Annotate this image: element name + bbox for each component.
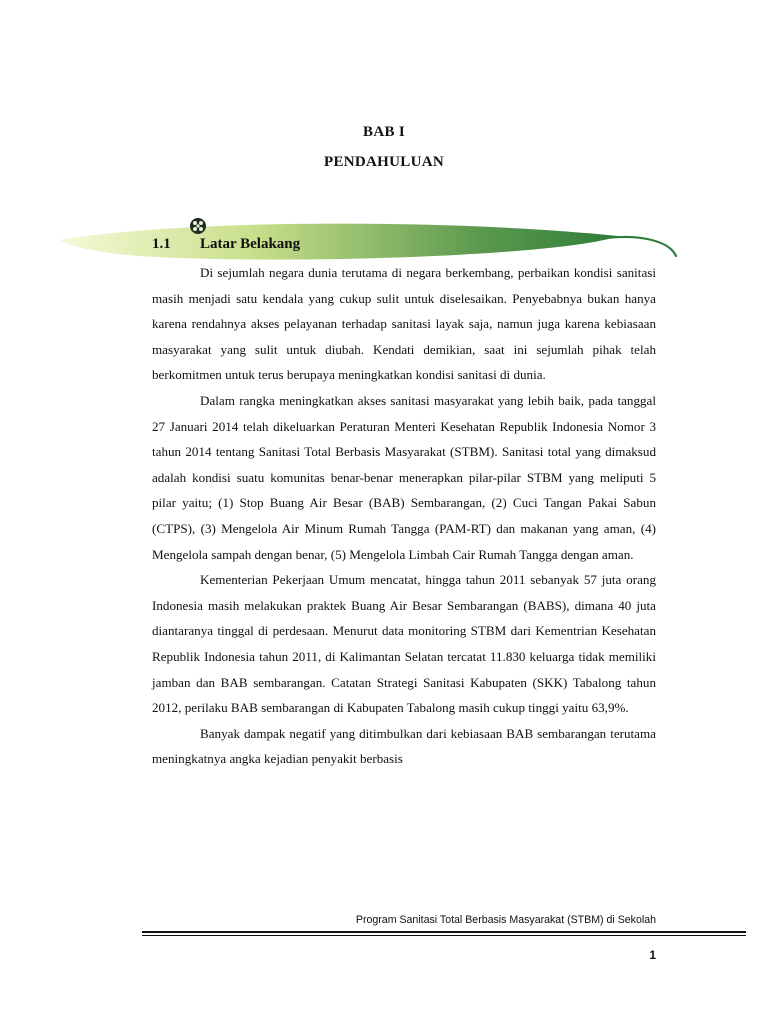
footer-divider-thin bbox=[142, 935, 746, 936]
paragraph: Dalam rangka meningkatkan akses sanitasi masyarakat yang lebih baik, pada tanggal 27 Januari 2014 telah dikeluarkan Peraturan Menteri Kesehatan Republik Indonesia Nomor 3 tahun 2014 tentang Sanitasi Total Berbasis Masyarakat (STBM). Sanitasi total yang dimaksud adalah kondisi suatu komunitas benar-benar menerapkan pilar-pilar STBM yang meliputi 5 pilar yaitu; (1) Stop Buang Air Besar (BAB) Sembarangan, (2) Cuci Tangan Pakai Sabun (CTPS), (3) Mengelola Air Minum Rumah Tangga (PAM-RT) dan makanan yang aman, (4) Mengelola sampah dengan benar, (5) Mengelola Limbah Cair Rumah Tangga dengan aman. bbox=[152, 392, 656, 562]
footer-title: Program Sanitasi Total Berbasis Masyarakat (STBM) di Sekolah bbox=[355, 914, 656, 926]
body-text bbox=[152, 260, 656, 772]
paragraph: Kementerian Pekerjaan Umum mencatat, hingga tahun 2011 sebanyak 57 juta orang Indonesia masih melakukan praktek Buang Air Besar Sembarangan (BABS), dimana 40 juta diantaranya tinggal di perdesaan. Menurut data monitoring STBM dari Kementrian Kesehatan Republik Indonesia tahun 2011, di Kalimantan Selatan tercatat 11.830 keluarga tidak memiliki jamban dan BAB sembarangan. Catatan Strategi Sanitasi Kabupaten (SKK) Tabalong tahun 2012, perilaku BAB sembarangan di Kabupaten Tabalong masih cukup tinggi yaitu 63,9%. bbox=[152, 572, 656, 716]
leaf-shape bbox=[60, 224, 618, 260]
flower-icon bbox=[190, 218, 206, 234]
footer-divider bbox=[142, 931, 746, 933]
section-number: 1.1 bbox=[152, 236, 171, 252]
section-title: Latar Belakang bbox=[200, 236, 301, 252]
paragraph: Banyak dampak negatif yang ditimbulkan dari kebiasaan BAB sembarangan terutama meningkatnya angka kejadian penyakit berbasis bbox=[152, 725, 656, 767]
leaf-stem bbox=[606, 237, 676, 256]
paragraph: Di sejumlah negara dunia terutama di negara berkembang, perbaikan kondisi sanitasi masih menjadi satu kendala yang cukup sulit untuk diselesaikan. Penyebabnya bukan hanya karena rendahnya akses pelayanan terhadap sanitasi layak saja, namun juga karena kebiasaan masyarakat yang sulit untuk diubah. Kendati demikian, saat ini sejumlah pihak telah berkomitmen untuk terus berupaya meningkatkan kondisi sanitasi di dunia. bbox=[152, 265, 656, 383]
chapter-title: PENDAHULUAN bbox=[324, 154, 444, 170]
page-number: 1 bbox=[649, 948, 656, 962]
chapter-number: BAB I bbox=[363, 124, 405, 140]
section-heading bbox=[152, 236, 300, 253]
